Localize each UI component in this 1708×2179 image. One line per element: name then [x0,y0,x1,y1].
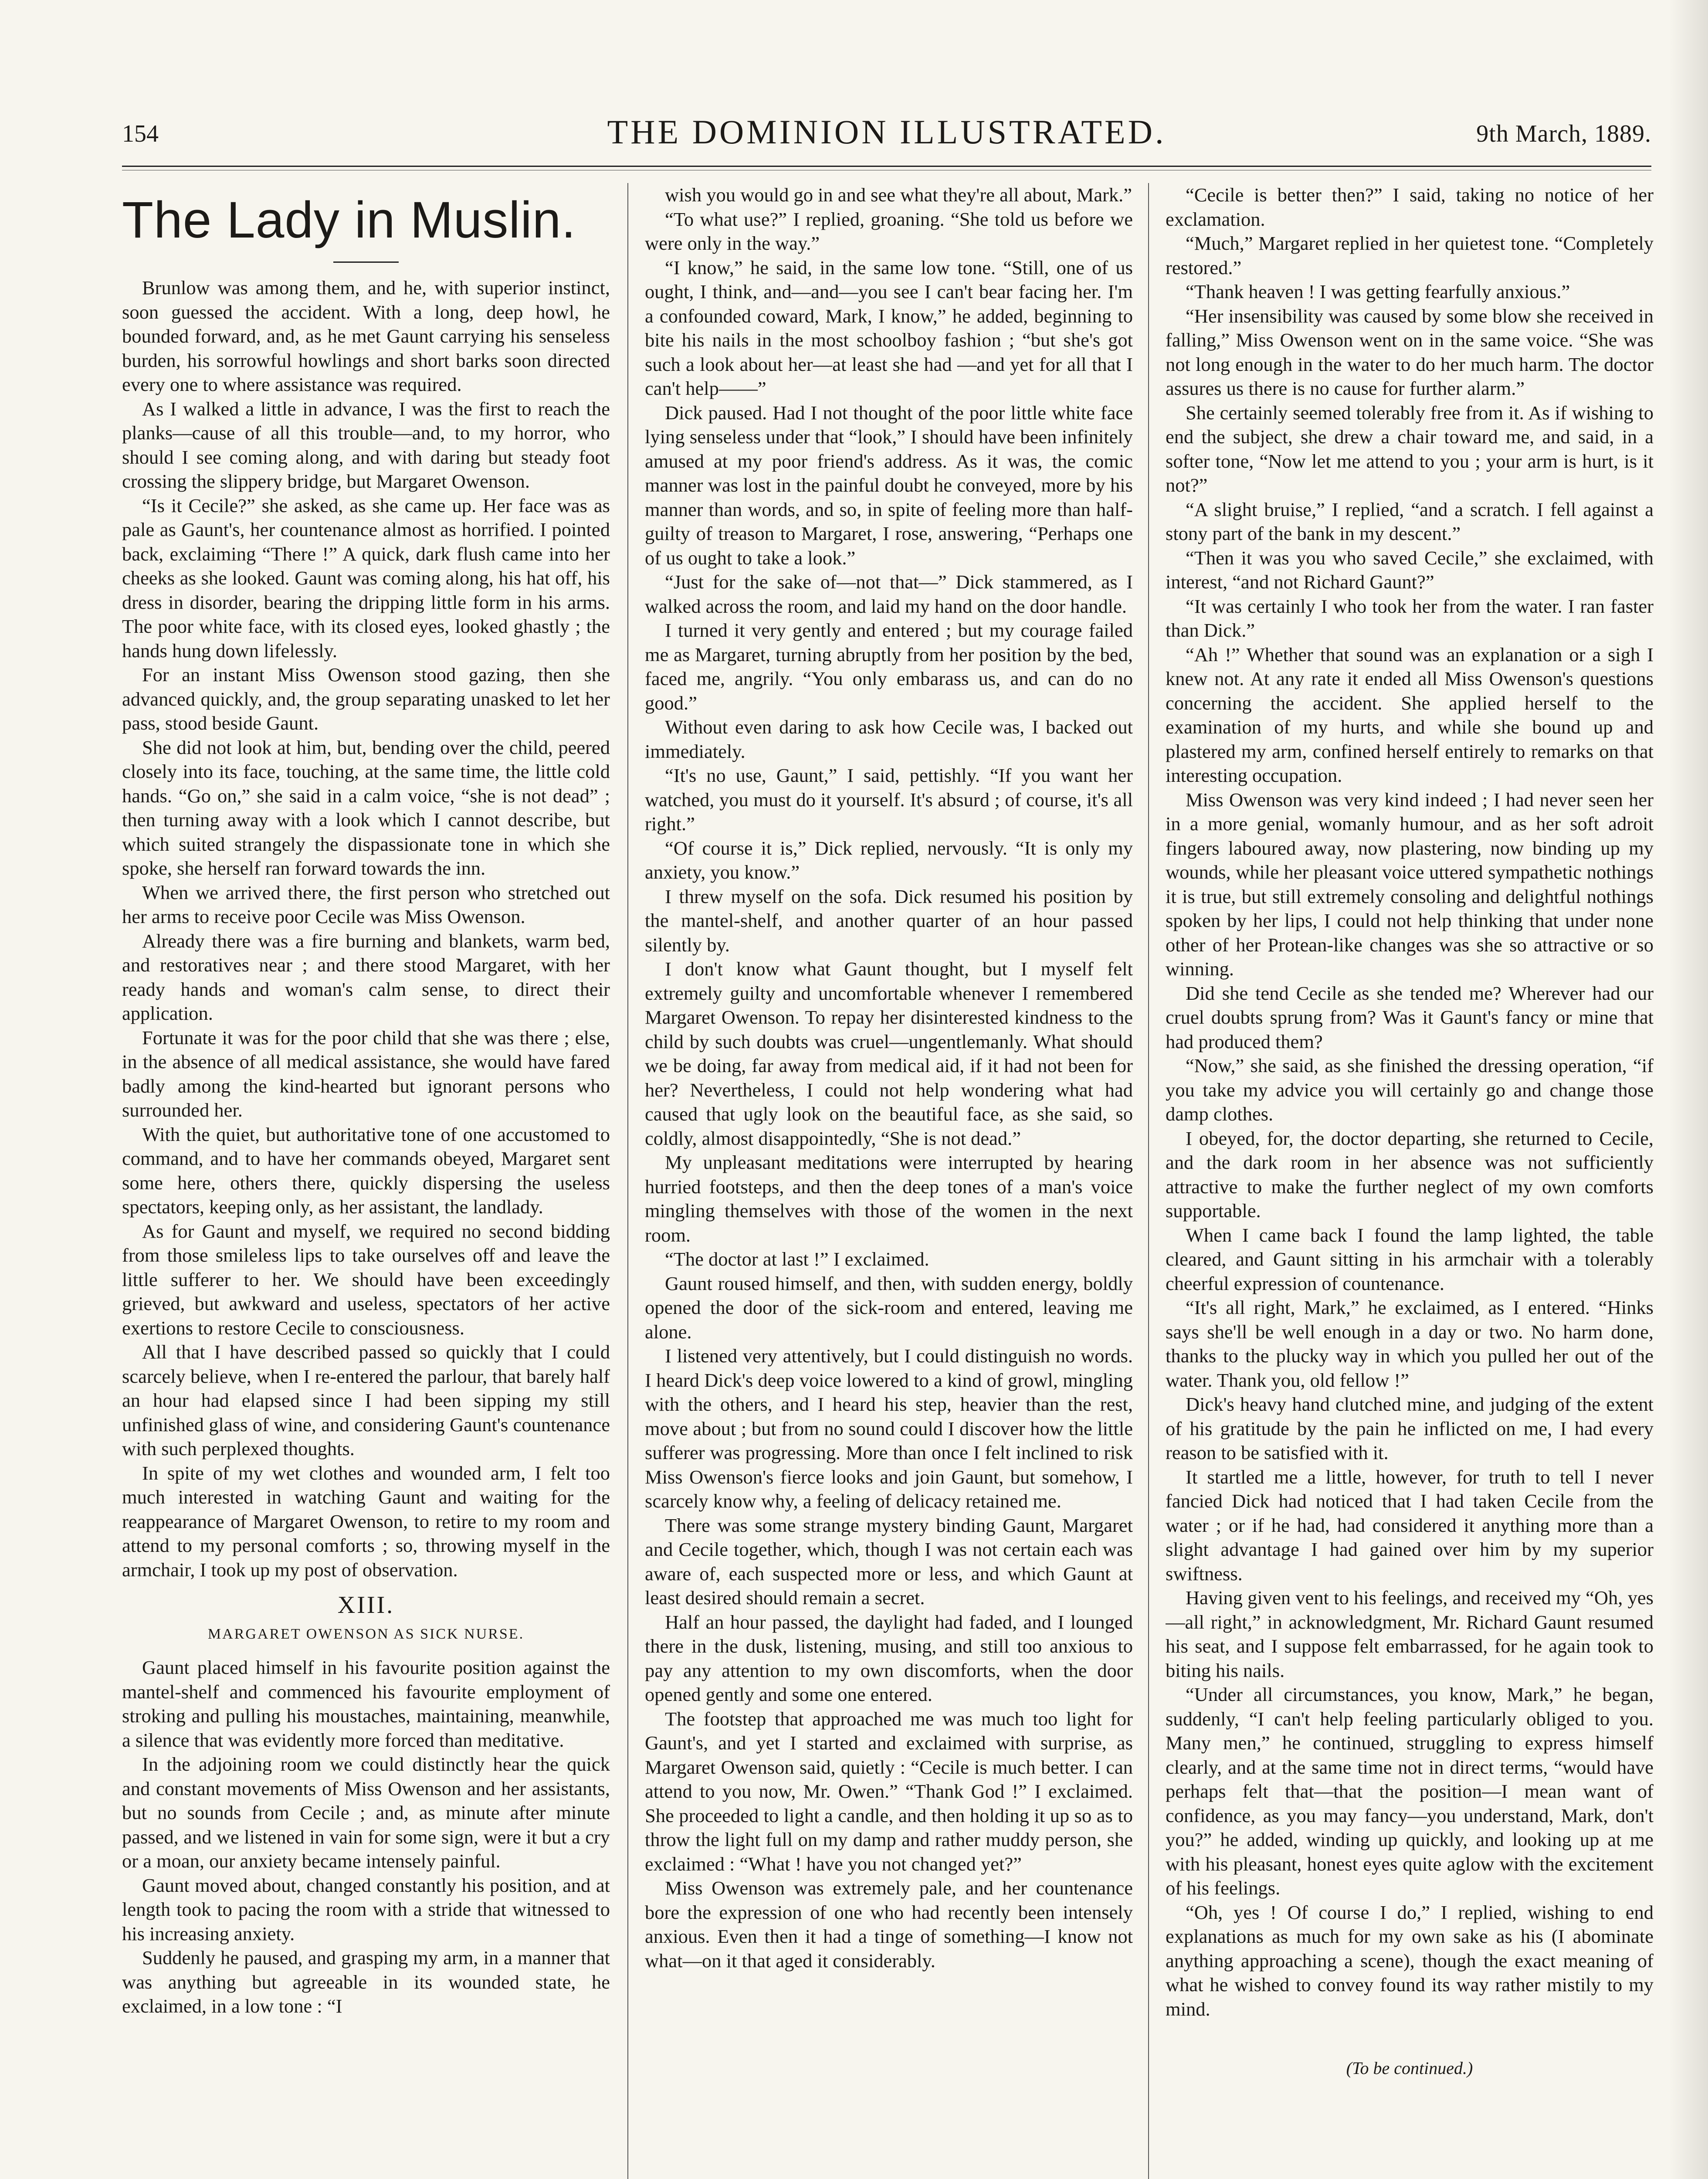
column-1-chapter-text [122,1656,610,2019]
paragraph: All that I have described passed so quickly that I could scarcely believe, when I re-entered the parlour, that barely half an hour had elapsed since I had been sipping my still unfinished glass of wine, and considering Gaunt's countenance with such perplexed thoughts. [122,1341,610,1459]
paragraph: “It's no use, Gaunt,” I said, pettishly. “If you want her watched, you must do it yourself. It's absurd ; of course, it's all right.” [645,764,1133,835]
paragraph: Already there was a fire burning and blankets, warm bed, and restoratives near ; and there stood Margaret, with her ready hands and woman's calm sense, to direct their application. [122,930,610,1024]
paragraph: Miss Owenson was very kind indeed ; I had never seen her in a more genial, womanly humour, and as her soft adroit fingers laboured away, now plastering, now binding up my wounds, while her pleasant voice uttered sympathetic nothings it is true, but still extremely consoling and delightful nothings spoken by her lips, I could not help thinking that under none other of her Protean-like changes was she so attractive or so winning. [1166,788,1654,980]
paragraph: When I came back I found the lamp lighted, the table cleared, and Gaunt sitting in his armchair with a tolerably cheerful expression of countenance. [1166,1224,1654,1294]
paragraph: Half an hour passed, the daylight had faded, and I lounged there in the dusk, listening, musing, and still too anxious to pay any attention to my own discomforts, when the door opened gently and some one entered. [645,1611,1133,1705]
title-rule [333,261,399,263]
column-3-text [1166,183,1654,2021]
continued-note: (To be continued.) [1346,2058,1473,2078]
paragraph: My unpleasant meditations were interrupted by hearing hurried footsteps, and then the deep tones of a man's voice mingling themselves with those of the women in the next room. [645,1151,1133,1246]
chapter-title: MARGARET OWENSON AS SICK NURSE. [207,1626,525,1642]
paragraph: Miss Owenson was extremely pale, and her countenance bore the expression of one who had recently been intensely anxious. Even then it had a tinge of something—I know not what—on it that aged it considerably. [645,1877,1133,1972]
paragraph: Gaunt roused himself, and then, with sudden energy, boldly opened the door of the sick-room and entered, leaving me alone. [645,1272,1133,1343]
paragraph: “The doctor at last !” I exclaimed. [665,1248,929,1270]
paragraph: “Then it was you who saved Cecile,” she exclaimed, with interest, “and not Richard Gaunt?” [1166,546,1654,593]
paragraph: I obeyed, for, the doctor departing, she returned to Cecile, and the dark room in her absence was not sufficiently attractive to make the further neglect of my own comforts supportable. [1166,1127,1654,1222]
paragraph: I listened very attentively, but I could distinguish no words. I heard Dick's deep voice lowered to a kind of growl, mingling with the others, and I heard his step, heavier than the rest, move about ; but from no sound could I discover how the little sufferer was progressing. More than once I felt inclined to risk Miss Owenson's fierce looks and join Gaunt, but somehow, I scarcely know why, a feeling of delicacy retained me. [645,1345,1133,1512]
column-3 [1166,183,1654,2179]
paragraph: For an instant Miss Owenson stood gazing, then she advanced quickly, and, the group separating unasked to let her pass, stood beside Gaunt. [122,664,610,734]
issue-date: 9th March, 1889. [1476,120,1651,147]
paragraph: “Under all circumstances, you know, Mark,” he began, suddenly, “I can't help feeling particularly obliged to you. Many men,” he continued, struggling to express himself clearly, and at the same time not in direct terms, “would have perhaps felt that—that the position—I mean want of confidence, as you may fancy—you understand, Mark, don't you?” he added, winding up quickly, and looking up at me with his pleasant, honest eyes quite aglow with the excitement of his feelings. [1166,1683,1654,1899]
paragraph: “Oh, yes ! Of course I do,” I replied, wishing to end explanations as much for my own sake as his (I abominate anything approaching a scene), though the exact meaning of what he wished to convey found its way rather mistily to my mind. [1166,1901,1654,2020]
paragraph: Did she tend Cecile as she tended me? Wherever had our cruel doubts sprung from? Was it Gaunt's fancy or mine that had produced them? [1166,982,1654,1052]
column-divider [627,183,628,2179]
paragraph: Having given vent to his feelings, and received my “Oh, yes—all right,” in acknowledgment, Mr. Richard Gaunt resumed his seat, and I suppose felt embarrassed, for he again took to biting his nails. [1166,1587,1654,1681]
chapter-number: XIII. [337,1592,395,1619]
paragraph: “Of course it is,” Dick replied, nervously. “It is only my anxiety, you know.” [645,837,1133,883]
paragraph: “It's all right, Mark,” he exclaimed, as I entered. “Hinks says she'll be well enough in a day or two. No harm done, thanks to the plucky way in which you pulled her out of the water. Thank you, old fellow !” [1166,1297,1654,1391]
paragraph: “To what use?” I replied, groaning. “She told us before we were only in the way.” [645,208,1133,254]
publication-title: THE DOMINION ILLUSTRATED. [607,113,1166,151]
paragraph: It startled me a little, however, for truth to tell I never fancied Dick had noticed that I had taken Cecile from the water ; or if he had, had considered it anything more than a slight advantage I had gained over him by my superior swiftness. [1166,1466,1654,1585]
column-divider [1148,183,1149,2179]
paragraph: “Ah !” Whether that sound was an explanation or a sigh I knew not. At any rate it ended all Miss Owenson's questions concerning the accident. She applied herself to the examination of my hurts, and while she bound up and plastered my arm, confined herself entirely to remarks on that interesting occupation. [1166,643,1654,786]
paragraph: Gaunt placed himself in his favourite position against the mantel-shelf and commenced his favourite employment of stroking and pulling his moustaches, maintaining, meanwhile, a silence that was evidently more forced than meditative. [122,1656,610,1751]
paragraph: wish you would go in and see what they're all about, Mark.” [665,184,1132,206]
paragraph: “Her insensibility was caused by some blow she received in falling,” Miss Owenson went on in the same voice. “She was not long enough in the water to do her much harm. The doctor assures us there is no cause for further alarm.” [1166,305,1654,399]
paragraph: “Much,” Margaret replied in her quietest tone. “Completely restored.” [1166,232,1654,278]
masthead-rule [122,166,1651,167]
paragraph: She certainly seemed tolerably free from it. As if wishing to end the subject, she drew a chair toward me, and said, in a softer tone, “Now let me attend to you ; your arm is hurt, is it not?” [1166,401,1654,496]
paragraph: “Just for the sake of—not that—” Dick stammered, as I walked across the room, and laid my hand on the door handle. [645,571,1133,617]
story-title: The Lady in Muslin. [122,191,576,249]
paragraph: As for Gaunt and myself, we required no second bidding from those smileless lips to take ourselves off and leave the little sufferer to her. We should have been exceedingly grieved, but awkward and useless, spectators of her active exertions to restore Cecile to consciousness. [122,1220,610,1339]
paragraph: “Is it Cecile?” she asked, as she came up. Her face was as pale as Gaunt's, her countenance almost as horrified. I pointed back, exclaiming “There !” A quick, dark flush came into her cheeks as she looked. Gaunt was coming along, his hat off, his dress in disorder, bearing the dripping little form in his arms. The poor white face, with its closed eyes, looked ghastly ; the hands hung down lifelessly. [122,494,610,662]
page-edge-shadow [1669,0,1708,2179]
paragraph: Dick paused. Had I not thought of the poor little white face lying senseless under that “look,” I should have been infinitely amused at my poor friend's address. As it was, the comic manner was lost in the painful doubt he conveyed, more by his manner than words, and so, in spite of feeling more than half-guilty of treason to Margaret, I rose, answering, “Perhaps one of us ought to take a look.” [645,401,1133,569]
paragraph: Without even daring to ask how Cecile was, I backed out immediately. [645,716,1133,762]
paragraph: In the adjoining room we could distinctly hear the quick and constant movements of Miss Owenson and her assistants, but no sounds from Cecile ; and, as minute after minute passed, and we listened in vain for some sign, were it but a cry or a moan, our anxiety became intensely painful. [122,1753,610,1872]
paragraph: Brunlow was among them, and he, with superior instinct, soon guessed the accident. With a long, deep howl, he bounded forward, and, as he met Gaunt carrying his senseless burden, his sorrowful howlings and short barks soon directed every one to where assistance was required. [122,277,610,395]
paragraph: “It was certainly I who took her from the water. I ran faster than Dick.” [1166,595,1654,641]
paragraph: Dick's heavy hand clutched mine, and judging of the extent of his gratitude by the pain he inflicted on me, I had every reason to be satisfied with it. [1166,1393,1654,1463]
paragraph: I don't know what Gaunt thought, but I myself felt extremely guilty and uncomfortable whenever I remembered Margaret Owenson. To repay her disinterested kindness to the child by such doubts was cruel—ungentlemanly. What should we be doing, far away from medical aid, if it had not been for her? Nevertheless, I could not help wondering what had caused that ugly look on the beautiful face, as she said, so coldly, almost disappointedly, “She is not dead.” [645,958,1133,1149]
paragraph: I threw myself on the sofa. Dick resumed his position by the mantel-shelf, and another quarter of an hour passed silently by. [645,885,1133,956]
paragraph: “Now,” she said, as she finished the dressing operation, “if you take my advice you will certainly go and change those damp clothes. [1166,1055,1654,1125]
paragraph: When we arrived there, the first person who stretched out her arms to receive poor Cecile was Miss Owenson. [122,881,610,927]
masthead [122,109,1651,166]
paragraph: Suddenly he paused, and grasping my arm, in a manner that was anything but agreeable in its wounded state, he exclaimed, in a low tone : “I [122,1947,610,2017]
paragraph: Fortunate it was for the poor child that she was there ; else, in the absence of all medical assistance, she would have fared badly among the kind-hearted but ignorant persons who surrounded her. [122,1026,610,1121]
column-1 [122,183,610,2179]
paragraph: “I know,” he said, in the same low tone. “Still, one of us ought, I think, and—and—you see I can't bear facing her. I'm a confounded coward, Mark, I know,” he added, beginning to bite his nails in the most schoolboy fashion ; “but she's got such a look about her—at least she had —and yet for all that I can't help——” [645,256,1133,399]
column-2 [645,183,1133,2179]
page-number: 154 [122,120,159,147]
paragraph: “A slight bruise,” I replied, “and a scratch. I fell against a stony part of the bank in my descent.” [1166,498,1654,544]
paragraph: “Cecile is better then?” I said, taking no notice of her exclamation. [1166,184,1654,230]
column-2-text [645,183,1133,1973]
paragraph: As I walked a little in advance, I was the first to reach the planks—cause of all this trouble—and, to my horror, who should I see coming along, and with daring but steady foot crossing the slippery bridge, but Margaret Owenson. [122,397,610,492]
paragraph: In spite of my wet clothes and wounded arm, I felt too much interested in watching Gaunt and waiting for the reappearance of Margaret Owenson, to retire to my room and attend to my personal comforts ; so, throwing myself in the armchair, I took up my post of observation. [122,1462,610,1581]
paragraph: “Thank heaven ! I was getting fearfully anxious.” [1186,281,1570,302]
paragraph: With the quiet, but authoritative tone of one accustomed to command, and to have her commands obeyed, Margaret sent some here, others there, quickly dispersing the useless spectators, keeping only, as her assistant, the landlady. [122,1123,610,1218]
paragraph: There was some strange mystery binding Gaunt, Margaret and Cecile together, which, though I was not certain each was aware of, each suspected more or less, and which Gaunt at least desired should remain a secret. [645,1514,1133,1609]
paragraph: The footstep that approached me was much too light for Gaunt's, and yet I started and exclaimed with surprise, as Margaret Owenson said, quietly : “Cecile is much better. I can attend to you now, Mr. Owen.” “Thank God !” I exclaimed. She proceeded to light a candle, and then holding it up so as to throw the light full on my damp and rather muddy person, she exclaimed : “What ! have you not changed yet?” [645,1707,1133,1875]
paragraph: She did not look at him, but, bending over the child, peered closely into its face, touching, at the same time, the little cold hands. “Go on,” she said in a calm voice, “she is not dead” ; then turning away with a look which I cannot describe, but which suited strangely the dispassionate tone in which she spoke, she herself ran forward towards the inn. [122,736,610,879]
paragraph: I turned it very gently and entered ; but my courage failed me as Margaret, turning abruptly from her position by the bed, faced me, angrily. “You only embarass us, and can do no good.” [645,619,1133,714]
paragraph: Gaunt moved about, changed constantly his position, and at length took to pacing the room with a stride that witnessed to his increasing anxiety. [122,1874,610,1945]
column-1-text [122,276,610,1582]
